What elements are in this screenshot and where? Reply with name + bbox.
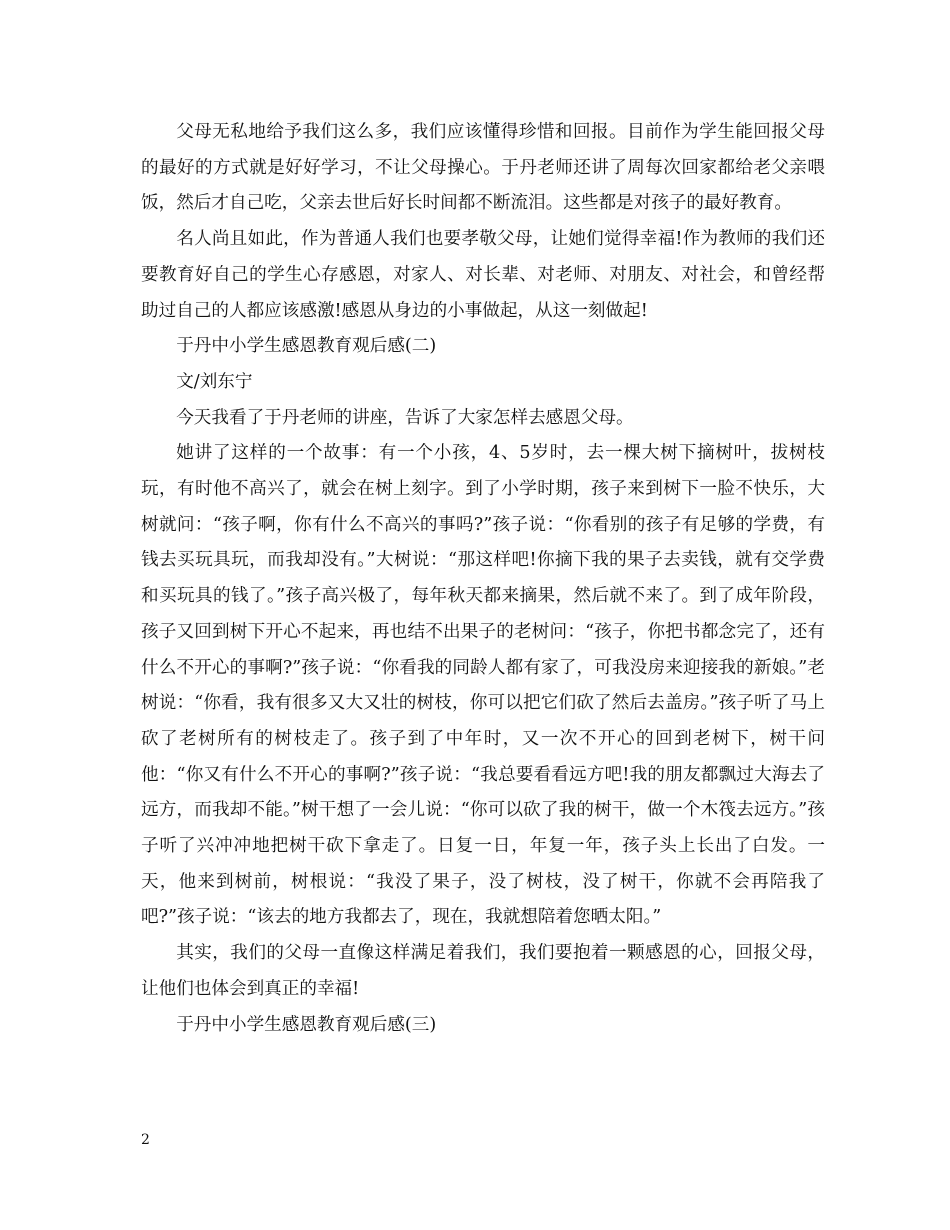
paragraph-lecture-intro: 今天我看了于丹老师的讲座，告诉了大家怎样去感恩父母。 [176,407,634,428]
document-body [141,115,825,1043]
section-title-two: 于丹中小学生感恩教育观后感(二) [176,336,437,357]
paragraph-conclusion: 其实，我们的父母一直像这样满足着我们，我们要抱着一颗感恩的心，回报父母，让他们也体会到真正的幸福! [141,943,825,999]
author-line: 文/刘东宁 [176,371,253,392]
paragraph-respect-parents: 名人尚且如此，作为普通人我们也要孝敬父母，让她们觉得幸福!作为教师的我们还要教育好自己的学生心存感恩，对家人、对长辈、对老师、对朋友、对社会，和曾经帮助过自己的人都应该感激!感恩从身边的小事做起，从这一刻做起! [141,229,825,321]
page-number: 2 [141,1132,150,1148]
paragraph-tree-story: 她讲了这样的一个故事：有一个小孩，4、5岁时，去一棵大树下摘树叶，拔树枝玩，有时他不高兴了，就会在树上刻字。到了小学时期，孩子来到树下一脸不快乐，大树就问：“孩子啊，你有什么不高兴的事吗?”孩子说：“你看别的孩子有足够的学费，有钱去买玩具玩，而我却没有。”大树说：“那这样吧!你摘下我的果子去卖钱，就有交学费和买玩具的钱了。”孩子高兴极了，每年秋天都来摘果，然后就不来了。到了成年阶段，孩子又回到树下开心不起来，再也结不出果子的老树问：“孩子，你把书都念完了，还有什么不开心的事啊?”孩子说：“你看我的同龄人都有家了，可我没房来迎接我的新娘。”老树说：“你看，我有很多又大又壮的树枝，你可以把它们砍了然后去盖房。”孩子听了马上砍了老树所有的树枝走了。孩子到了中年时，又一次不开心的回到老树下，树干问他：“你又有什么不开心的事啊?”孩子说：“我总要看看远方吧!我的朋友都飘过大海去了远方，而我却不能。”树干想了一会儿说：“你可以砍了我的树干，做一个木筏去远方。”孩子听了兴冲冲地把树干砍下拿走了。日复一日，年复一年，孩子头上长出了白发。一天，他来到树前，树根说：“我没了果子，没了树枝，没了树干，你就不会再陪我了吧?”孩子说：“该去的地方我都去了，现在，我就想陪着您晒太阳。” [141,443,825,928]
paragraph-gratitude-parents: 父母无私地给予我们这么多，我们应该懂得珍惜和回报。目前作为学生能回报父母的最好的方式就是好好学习，不让父母操心。于丹老师还讲了周每次回家都给老父亲喂饭，然后才自己吃，父亲去世后好长时间都不断流泪。这些都是对孩子的最好教育。 [141,122,825,214]
section-title-three: 于丹中小学生感恩教育观后感(三) [176,1014,437,1035]
